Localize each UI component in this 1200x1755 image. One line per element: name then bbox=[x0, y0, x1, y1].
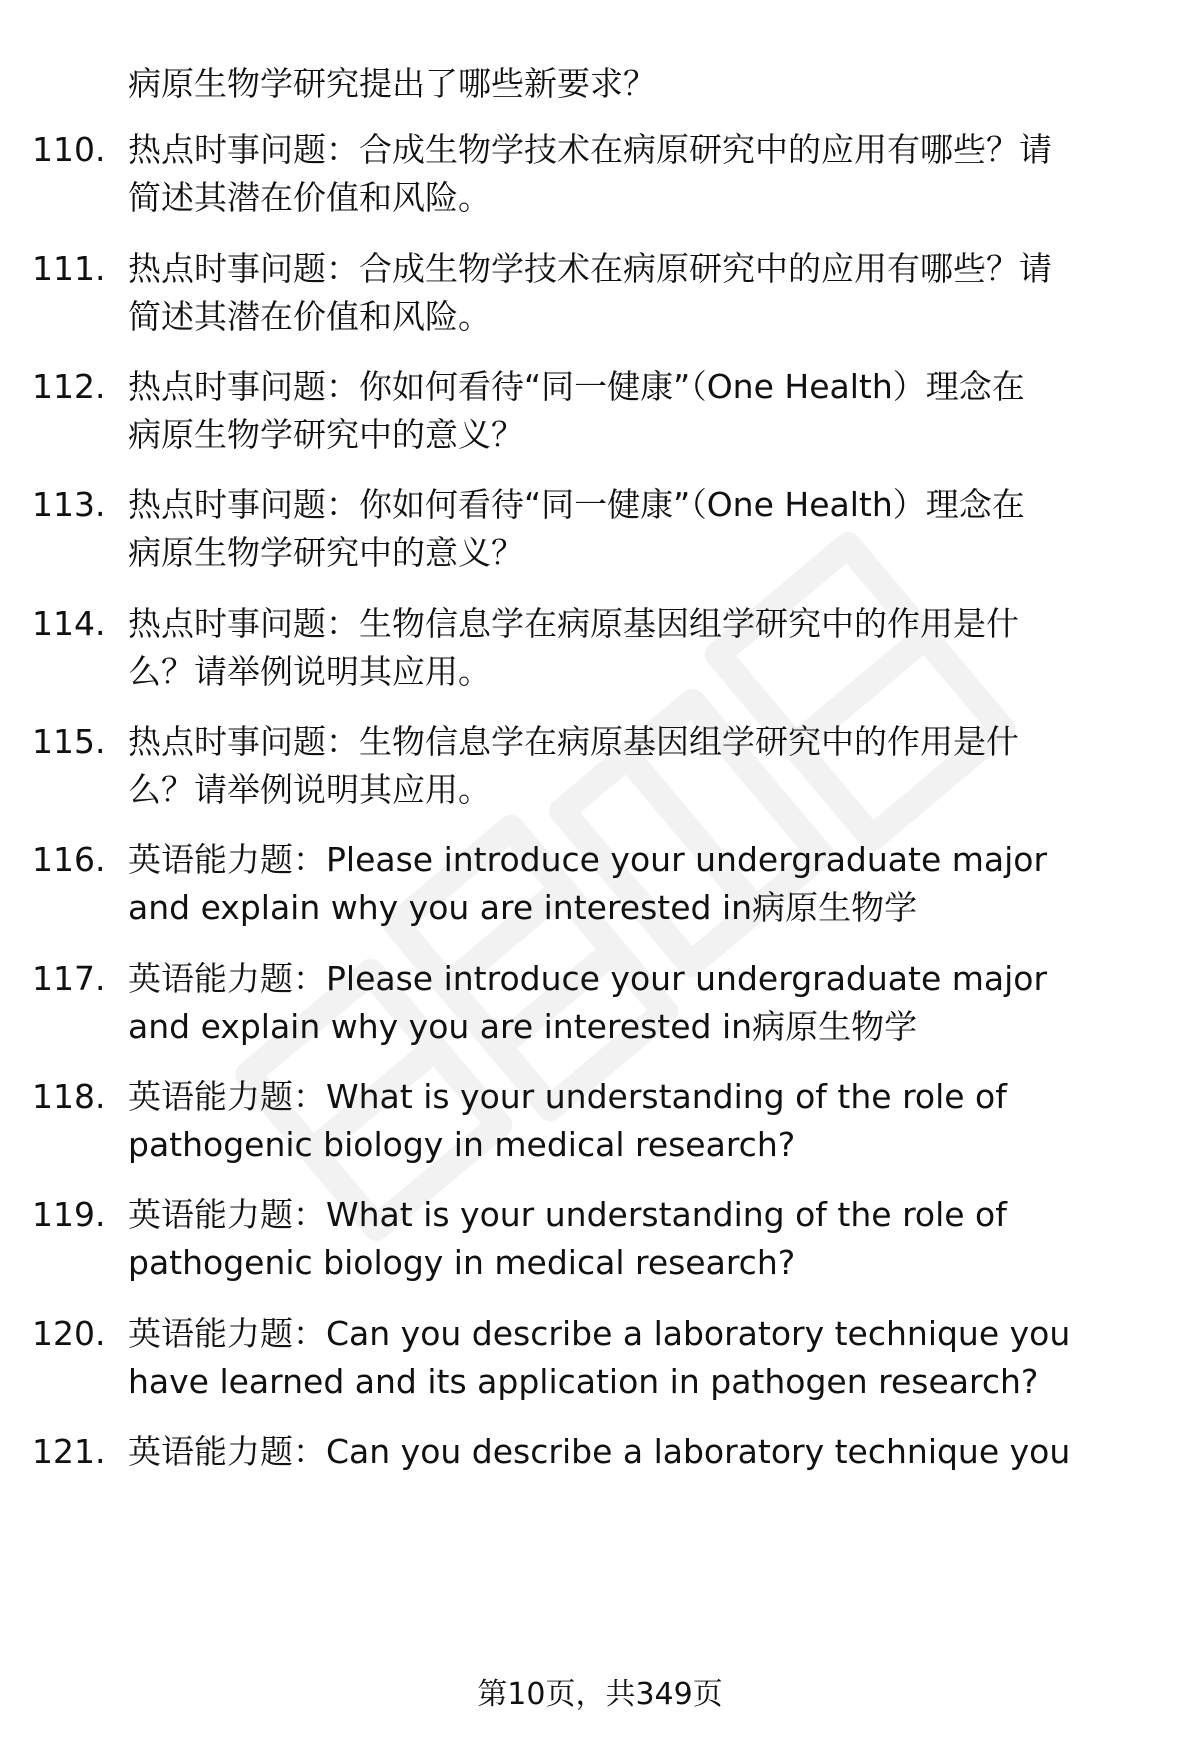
question-text-line2: 病原生物学研究中的意义？ bbox=[128, 533, 524, 572]
question-text-line2: 简述其潜在价值和风险。 bbox=[128, 297, 491, 336]
question-item bbox=[0, 600, 1200, 710]
question-text-line2: have learned and its application in pathogen research? bbox=[128, 1362, 1039, 1401]
question-number: 116. bbox=[32, 840, 106, 879]
question-text-line2: 病原生物学研究中的意义？ bbox=[128, 415, 524, 454]
question-number: 119. bbox=[32, 1195, 106, 1234]
question-item bbox=[0, 1073, 1200, 1183]
question-text-line2: pathogenic biology in medical research? bbox=[128, 1125, 796, 1164]
question-item bbox=[0, 481, 1200, 591]
question-number: 110. bbox=[32, 130, 106, 169]
question-text-line2: 么？请举例说明其应用。 bbox=[128, 652, 491, 691]
page-footer: 第10页，共349页 bbox=[477, 1677, 723, 1712]
question-text-line1: 热点时事问题：合成生物学技术在病原研究中的应用有哪些？请 bbox=[128, 249, 1052, 288]
question-item bbox=[0, 955, 1200, 1065]
question-text-line1: 热点时事问题：合成生物学技术在病原研究中的应用有哪些？请 bbox=[128, 130, 1052, 169]
question-text-line1: 英语能力题：Please introduce your undergraduate major bbox=[128, 840, 1048, 879]
question-text-line2: and explain why you are interested in病原生物学 bbox=[128, 1007, 918, 1046]
question-text-line1: 英语能力题：What is your understanding of the role of bbox=[128, 1195, 1007, 1234]
question-item bbox=[0, 836, 1200, 946]
question-text-line2: 么？请举例说明其应用。 bbox=[128, 770, 491, 809]
question-text-line1: 英语能力题：Can you describe a laboratory technique you bbox=[128, 1432, 1071, 1471]
question-text-line2: and explain why you are interested in病原生物学 bbox=[128, 888, 918, 927]
question-number: 115. bbox=[32, 722, 106, 761]
question-text-line1: 热点时事问题：生物信息学在病原基因组学研究中的作用是什 bbox=[128, 722, 1019, 761]
question-text-line2: pathogenic biology in medical research? bbox=[128, 1243, 796, 1282]
question-text-line1: 英语能力题：What is your understanding of the role of bbox=[128, 1077, 1007, 1116]
question-number: 114. bbox=[32, 604, 106, 643]
question-text-line1: 热点时事问题：你如何看待“同一健康”（One Health）理念在 bbox=[128, 367, 1025, 406]
question-item bbox=[0, 718, 1200, 828]
question-text-line1: 英语能力题：Please introduce your undergraduate major bbox=[128, 959, 1048, 998]
question-number: 121. bbox=[32, 1432, 106, 1471]
question-number: 112. bbox=[32, 367, 106, 406]
question-number: 117. bbox=[32, 959, 106, 998]
question-item bbox=[0, 1310, 1200, 1420]
question-item bbox=[0, 363, 1200, 473]
question-item bbox=[0, 1428, 1200, 1538]
question-text-line1: 热点时事问题：生物信息学在病原基因组学研究中的作用是什 bbox=[128, 604, 1019, 643]
question-item bbox=[0, 1191, 1200, 1301]
question-number: 120. bbox=[32, 1314, 106, 1353]
question-item bbox=[0, 126, 1200, 236]
question-number: 118. bbox=[32, 1077, 106, 1116]
question-text-line1: 热点时事问题：你如何看待“同一健康”（One Health）理念在 bbox=[128, 485, 1025, 524]
continued-question-text: 病原生物学研究提出了哪些新要求？ bbox=[128, 64, 656, 103]
question-number: 113. bbox=[32, 485, 106, 524]
question-number: 111. bbox=[32, 249, 106, 288]
question-text-line2: 简述其潜在价值和风险。 bbox=[128, 178, 491, 217]
question-item bbox=[0, 245, 1200, 355]
question-text-line1: 英语能力题：Can you describe a laboratory technique you bbox=[128, 1314, 1071, 1353]
